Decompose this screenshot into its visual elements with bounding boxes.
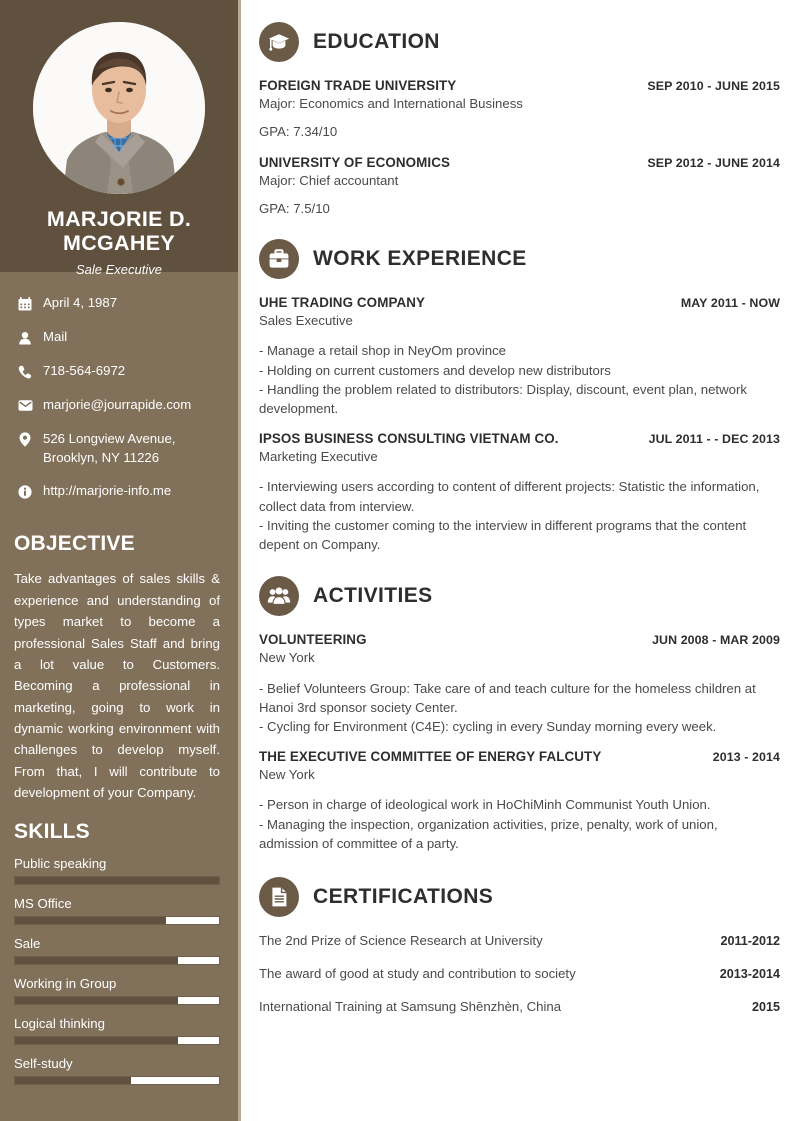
skill-item xyxy=(14,856,220,885)
entry-subtitle: Sales Executive xyxy=(259,312,353,328)
entry-organization: VOLUNTEERING xyxy=(259,632,367,648)
bullet-item: - Manage a retail shop in NeyOm province xyxy=(259,343,507,359)
skill-label: Self-study xyxy=(14,1055,73,1071)
entry-subtitle: Marketing Executive xyxy=(259,448,378,464)
entry-date: SEP 2010 - JUNE 2015 xyxy=(647,79,780,93)
certification-year: 2013-2014 xyxy=(719,966,780,981)
skill-item xyxy=(14,976,220,1005)
certification-row xyxy=(259,966,780,981)
entry-subtitle: New York xyxy=(259,650,315,666)
skill-bar xyxy=(14,1076,220,1085)
section-header xyxy=(259,576,780,616)
contact-value: marjorie@jourrapide.com xyxy=(43,397,192,412)
bullet-item: - Person in charge of ideological work in HoChiMinh Communist Youth Union. xyxy=(259,797,711,813)
entry-organization: THE EXECUTIVE COMMITTEE OF ENERGY FALCUTY xyxy=(259,748,602,764)
entry-date: JUN 2008 - MAR 2009 xyxy=(652,633,780,648)
skill-bar-fill xyxy=(15,917,166,924)
skill-bar xyxy=(14,916,220,925)
section-work-experience xyxy=(259,239,780,554)
contact-value: Mail xyxy=(43,329,68,344)
skill-item xyxy=(14,896,220,925)
entry-subtitle: Major: Economics and International Business xyxy=(259,96,523,111)
bullet-item: - Interviewing users according to content of different projects: Statistic the information, collect data from interview. xyxy=(259,479,760,514)
certification-year: 2011-2012 xyxy=(720,933,780,948)
contact-item-phone xyxy=(14,362,222,381)
avatar xyxy=(33,22,205,194)
entry-header xyxy=(259,749,780,764)
info-icon xyxy=(14,482,36,501)
bullet-item: - Holding on current customers and develop new distributors xyxy=(259,362,611,378)
entry xyxy=(259,295,780,418)
entry xyxy=(259,632,780,736)
certification-row xyxy=(259,999,780,1014)
bullet-item: - Inviting the customer coming to the interview in different programs that the content depent on Company. xyxy=(259,517,747,552)
activities-entries xyxy=(259,632,780,853)
skill-bar xyxy=(14,1036,220,1045)
portrait-photo xyxy=(33,22,205,194)
certifications-list xyxy=(259,933,780,1014)
certification-name: The award of good at study and contribution to society xyxy=(259,965,576,981)
contact-item-email xyxy=(14,396,222,415)
skill-bar-fill xyxy=(15,957,178,964)
bullet-item: - Belief Volunteers Group: Take care of and teach culture for the homeless children at Hanoi 3rd sponsor society Center. xyxy=(259,680,756,715)
section-title: ACTIVITIES xyxy=(313,584,433,608)
skills-list xyxy=(0,844,238,1085)
contact-item-address xyxy=(14,430,222,467)
contact-list xyxy=(0,272,238,524)
entry xyxy=(259,431,780,554)
certification-row xyxy=(259,933,780,948)
entry-extra: GPA: 7.34/10 xyxy=(259,124,338,140)
skill-label: Public speaking xyxy=(14,855,107,871)
section-activities xyxy=(259,576,780,853)
skill-item xyxy=(14,1016,220,1045)
contact-item-mail xyxy=(14,328,222,347)
envelope-icon xyxy=(14,396,36,415)
work-entries xyxy=(259,295,780,554)
skill-label: MS Office xyxy=(14,895,72,911)
skill-bar xyxy=(14,876,220,885)
profile-header xyxy=(0,0,238,278)
education-entries xyxy=(259,78,780,219)
entry xyxy=(259,749,780,853)
section-header xyxy=(259,877,780,917)
certification-name: International Training at Samsung Shēnzhèn, China xyxy=(259,998,562,1014)
entry-bullets xyxy=(259,477,780,554)
contact-value: 526 Longview Avenue, Brooklyn, NY 11226 xyxy=(43,431,176,465)
entry-organization: UHE TRADING COMPANY xyxy=(259,294,426,310)
section-header xyxy=(259,22,780,62)
calendar-icon xyxy=(14,294,36,313)
person-icon xyxy=(14,328,36,347)
skill-bar-fill xyxy=(15,997,178,1004)
entry-header xyxy=(259,295,780,310)
entry-extra: GPA: 7.5/10 xyxy=(259,201,330,217)
objective-heading: OBJECTIVE xyxy=(14,532,135,556)
certification-year: 2015 xyxy=(751,999,780,1014)
entry-organization: UNIVERSITY OF ECONOMICS xyxy=(259,154,451,170)
section-title: EDUCATION xyxy=(313,30,440,53)
section-certifications xyxy=(259,877,780,1014)
skill-bar xyxy=(14,956,220,965)
location-pin-icon xyxy=(14,430,36,449)
bullet-item: - Managing the inspection, organization activities, prize, penalty, work of union, admission of committee of a party. xyxy=(259,816,718,851)
section-header xyxy=(259,239,780,279)
bullet-item: - Handling the problem related to distributors: Display, discount, event plan, network development. xyxy=(259,381,747,416)
objective-text: Take advantages of sales skills & experience and understanding of types market to become a professional Sales Staff and bring a lot value to Customers. Becoming a professional in marketing, going to work in dynamic working environment with challenges to develop myself. From that, I will contribute to development of your Company. xyxy=(14,571,220,801)
sidebar xyxy=(0,0,241,1121)
entry xyxy=(259,78,780,142)
contact-item-website[interactable] xyxy=(14,482,222,501)
contact-item-birthdate xyxy=(14,294,222,313)
section-title: WORK EXPERIENCE xyxy=(313,246,527,270)
person-role: Sale Executive xyxy=(76,262,162,278)
entry-bullets xyxy=(259,795,780,852)
entry-date: SEP 2012 - JUNE 2014 xyxy=(647,155,780,170)
skill-bar-fill xyxy=(15,877,219,884)
section-title: CERTIFICATIONS xyxy=(313,884,494,908)
document-icon xyxy=(259,877,299,917)
entry-subtitle: New York xyxy=(259,766,315,782)
entry-header xyxy=(259,78,780,93)
person-name: MARJORIE D. MCGAHEY xyxy=(46,207,192,255)
contact-value: http://marjorie-info.me xyxy=(43,483,172,499)
people-group-icon xyxy=(259,576,299,616)
main-content xyxy=(241,0,800,1121)
entry xyxy=(259,155,780,219)
entry-date: JUL 2011 - - DEC 2013 xyxy=(648,431,780,446)
briefcase-icon xyxy=(259,239,299,279)
entry-header xyxy=(259,431,780,446)
certification-name: The 2nd Prize of Science Research at University xyxy=(259,932,543,948)
entry-organization: IPSOS BUSINESS CONSULTING VIETNAM CO. xyxy=(259,430,559,446)
graduation-cap-icon xyxy=(259,22,299,62)
skill-bar-fill xyxy=(15,1077,131,1084)
entry-subtitle: Major: Chief accountant xyxy=(259,172,399,188)
skill-label: Working in Group xyxy=(14,975,117,991)
skill-item xyxy=(14,936,220,965)
entry-date: 2013 - 2014 xyxy=(712,749,780,764)
skill-item xyxy=(14,1056,220,1085)
skill-label: Sale xyxy=(14,935,41,951)
contact-value: 718-564-6972 xyxy=(43,363,126,378)
skill-bar xyxy=(14,996,220,1005)
entry-date: MAY 2011 - NOW xyxy=(680,295,780,310)
skill-bar-fill xyxy=(15,1037,178,1044)
section-education xyxy=(259,22,780,219)
phone-icon xyxy=(14,362,36,381)
entry-organization: FOREIGN TRADE UNIVERSITY xyxy=(259,78,457,93)
skills-heading: SKILLS xyxy=(14,819,90,843)
contact-value: April 4, 1987 xyxy=(43,295,118,310)
skill-label: Logical thinking xyxy=(14,1015,105,1031)
entry-bullets xyxy=(259,679,780,736)
entry-bullets xyxy=(259,341,780,418)
bullet-item: - Cycling for Environment (C4E): cycling in every Sunday morning every week. xyxy=(259,718,717,734)
entry-header xyxy=(259,632,780,647)
entry-header xyxy=(259,155,780,170)
